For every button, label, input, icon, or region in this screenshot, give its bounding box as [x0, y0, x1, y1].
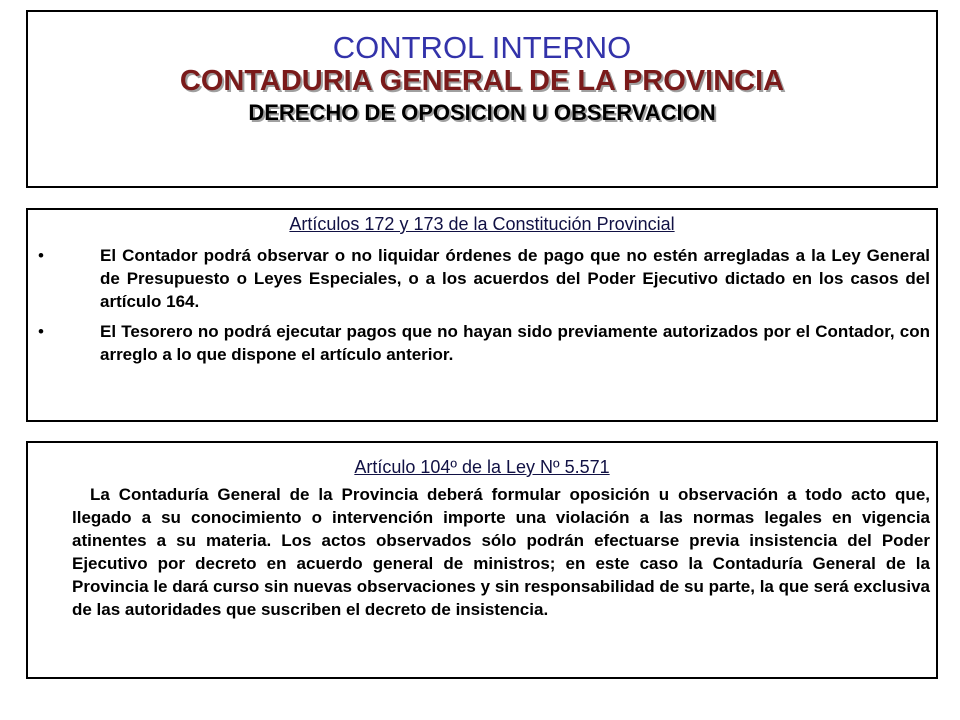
bullet-text: El Tesorero no podrá ejecutar pagos que no hayan sido previamente autorizados por el Contador, con arreglo a lo que dispone el artículo anterior. [100, 322, 930, 364]
law-paragraph: La Contaduría General de la Provincia deberá formular oposición u observación a todo acto que, llegado a su conocimiento o intervención importe una violación a las normas legales en vigencia atinentes a su materia. Los actos observados sólo podrán efectuarse previa insistencia del Poder Ejecutivo por decreto en acuerdo general de ministros; en este caso la Contaduría General de la Provincia le dará curso sin nuevas observaciones y sin responsabilidad de su parte, la que será exclusiva de las autoridades que suscriben el decreto de insistencia. [72, 485, 930, 619]
constitution-bullet-list [28, 244, 936, 366]
constitution-heading: Artículos 172 y 173 de la Constitución Provincial [289, 214, 675, 234]
page-title: CONTROL INTERNO [332, 30, 632, 65]
law-panel [26, 441, 938, 679]
page-subtitle-institution: CONTADURIA GENERAL DE LA PROVINCIA [179, 65, 785, 97]
law-heading: Artículo 104º de la Ley Nº 5.571 [354, 457, 610, 477]
list-item [28, 244, 936, 313]
header-panel [26, 10, 938, 188]
list-item [28, 320, 936, 366]
bullet-icon: • [38, 322, 44, 341]
constitution-panel [26, 208, 938, 422]
page-subtitle-topic: DERECHO DE OPOSICION U OBSERVACION [248, 100, 716, 125]
bullet-icon: • [38, 246, 44, 265]
bullet-text: El Contador podrá observar o no liquidar órdenes de pago que no estén arregladas a la Ley General de Presupuesto o Leyes Especiales, o a los acuerdos del Poder Ejecutivo dictado en los casos del artículo 164. [100, 246, 930, 311]
